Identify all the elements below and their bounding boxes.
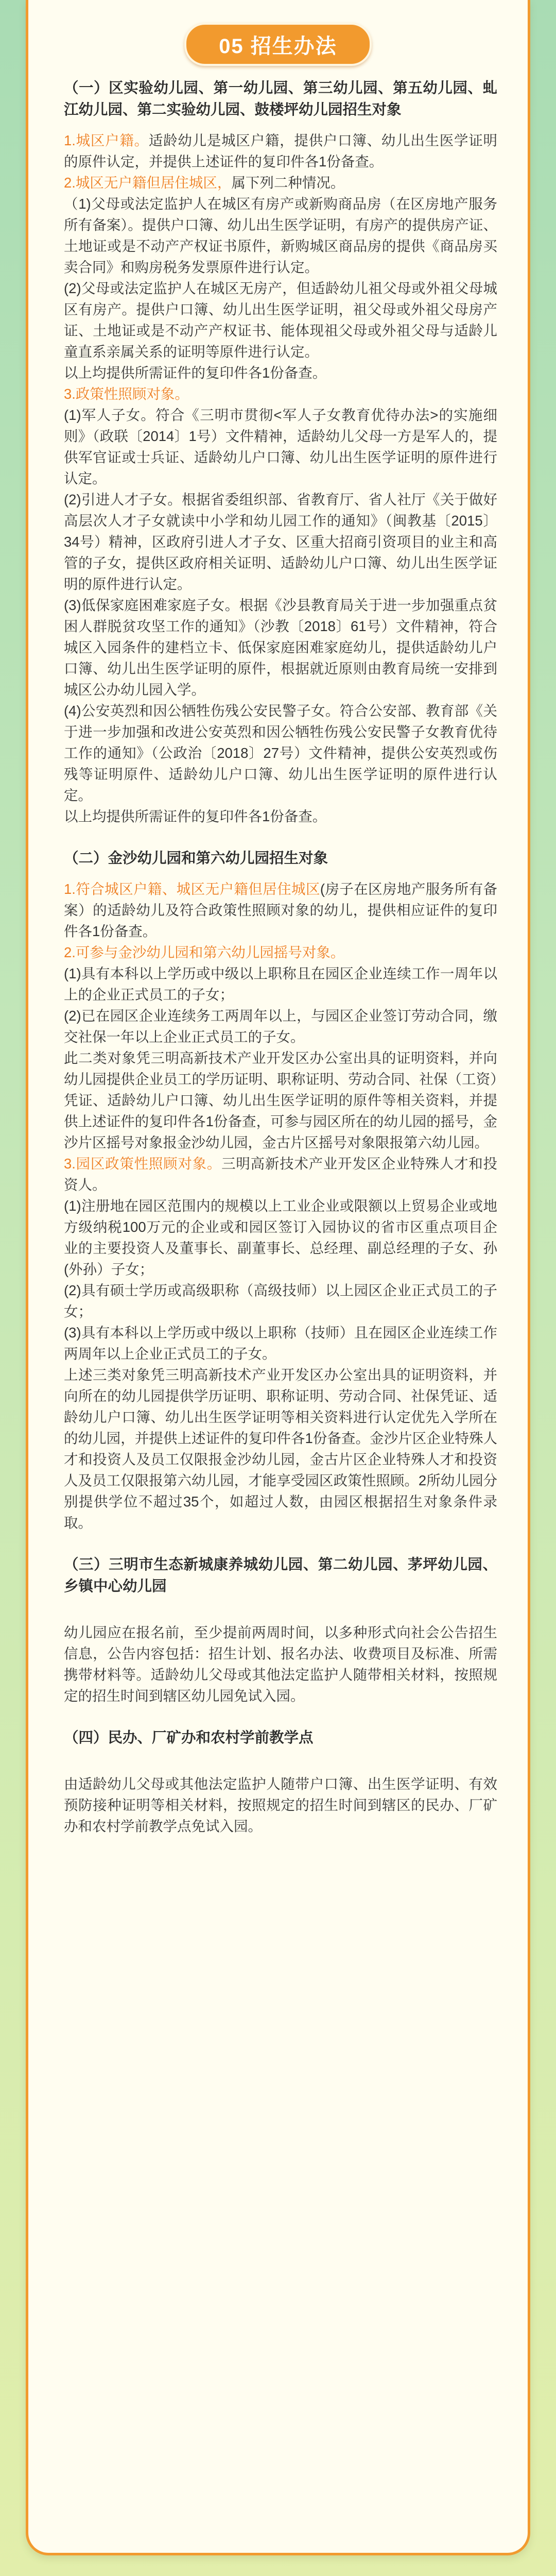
section-3-heading: （三）三明市生态新城康养城幼儿园、第二幼儿园、茅坪幼儿园、乡镇中心幼儿园 (64, 1556, 497, 1595)
content-card (26, 0, 530, 2555)
sec2-item-3-note: 上述三类对象凭三明高新技术产业开发区办公室出具的证明资料，并向所在的幼儿园提供学历证明、职称证明、劳动合同、社保凭证、适龄幼儿户口簿、幼儿出生医学证明等相关资料进行认定优先入学所在的幼儿园，并提供上述证件的复印件各1份备查。金沙片区企业特殊人才和投资人及员工仅限报金沙幼儿园，金古片区企业特殊人才和投资人及员工仅限报第六幼儿园，才能享受园区政策性照顾。2所幼儿园分别提供学位不超过35个，如超过人数，由园区根据招生对象条件录取。 (64, 1367, 497, 1531)
sec1-item-2-sub-2: (2)父母或法定监护人在城区无房产，但适龄幼儿祖父母或外祖父母城区有房产。提供户口簿、幼儿出生医学证明，祖父母或外祖父母房产证、土地证或是不动产产权证书、能体现祖父母或外祖父母与适龄儿童直系亲属关系的证明等原件进行认定。 (64, 280, 497, 360)
sec1-item-2 (64, 172, 497, 193)
sec2-item-3-label: 3.园区政策性照顾对象。 (64, 1156, 222, 1172)
sec1-item-1-label: 1.城区户籍。 (64, 132, 149, 148)
sec1-item-1-text: 适龄幼儿是城区户籍，提供户口簿、幼儿出生医学证明的原件认定，并提供上述证件的复印件各1份备查。 (64, 132, 498, 170)
sec3-text: 幼儿园应在报名前，至少提前两周时间，以多种形式向社会公告招生信息，公告内容包括：招生计划、报名办法、收费项目及标准、所需携带材料等。适龄幼儿父母或其他法定监护人随带相关材料，按照规定的招生时间到辖区幼儿园免试入园。 (64, 1624, 497, 1704)
sec1-item-2-sub-1: （1)父母或法定监护人在城区有房产或新购商品房（在区房地产服务所有备案）。提供户口簿、幼儿出生医学证明，有房产的提供房产证、土地证或是不动产产权证书原件，新购城区商品房的提供《商品房买卖合同》和购房税务发票原件进行认定。 (64, 196, 497, 275)
sec2-item-1-text: (房子在区房地产服务所有备案）的适龄幼儿及符合政策性照顾对象的幼儿，提供相应证件的复印件各1份备查。 (64, 881, 497, 939)
sec2-item-3-sub-3: (3)具有本科以上学历或中级以上职称（技师）且在园区企业连续工作两周年以上企业正式员工的子女。 (64, 1325, 497, 1362)
sec2-item-3 (64, 1153, 497, 1195)
sec2-item-2-label: 2.可参与金沙幼儿园和第六幼儿园摇号对象。 (64, 944, 345, 960)
sec1-item-3-sub-1: (1)军人子女。符合《三明市贯彻<军人子女教育优待办法>的实施细则》（政联〔2014〕1号）文件精神，适龄幼儿父母一方是军人的，提供军官证或士兵证、适龄幼儿户口簿、幼儿出生医学证明的原件进行认定。 (64, 407, 497, 486)
sec2-item-2-note: 此二类对象凭三明高新技术产业开发区办公室出具的证明资料，并向幼儿园提供企业员工的学历证明、职称证明、劳动合同、社保（工资）凭证、适龄幼儿户口簿、幼儿出生医学证明的原件等相关资料，并提供上述证件的复印件各1份备查，可参与园区所在的幼儿园的摇号，金沙片区摇号对象报金沙幼儿园，金古片区摇号对象限报第六幼儿园。 (64, 1050, 497, 1150)
article-body (64, 77, 497, 1837)
sec2-item-1-label: 1.符合城区户籍、城区无户籍但居住城区 (64, 881, 320, 897)
sec2-item-2-sub-1: (1)具有本科以上学历或中级以上职称且在园区企业连续工作一周年以上的企业正式员工的子女； (64, 965, 497, 1003)
sec2-item-1 (64, 878, 497, 942)
section-1-heading: （一）区实验幼儿园、第一幼儿园、第三幼儿园、第五幼儿园、虬江幼儿园、第二实验幼儿园、鼓楼坪幼儿园招生对象 (64, 80, 497, 118)
sec1-item-3-sub-3: (3)低保家庭困难家庭子女。根据《沙县教育局关于进一步加强重点贫困人群脱贫攻坚工作的通知》（沙教〔2018〕61号）文件精神，符合城区入园条件的建档立卡、低保家庭困难家庭幼儿，提供适龄幼儿户口簿、幼儿出生医学证明的原件，根据就近原则由教育局统一安排到城区公办幼儿园入学。 (64, 597, 497, 698)
sec1-item-2-label: 2.城区无户籍但居住城区， (64, 175, 232, 191)
sec2-item-3-sub-2: (2)具有硕士学历或高级职称（高级技师）以上园区企业正式员工的子女； (64, 1282, 497, 1319)
sec1-item-3-sub-2: (2)引进人才子女。根据省委组织部、省教育厅、省人社厅《关于做好高层次人才子女就读中小学和幼儿园工作的通知》（闽教基〔2015〕34号）精神，区政府引进人才子女、区重大招商引资项目的业主和高管的子女，提供区政府相关证明、适龄幼儿户口簿、幼儿出生医学证明的原件进行认定。 (64, 492, 497, 592)
sec1-item-2-text: 属下列二种情况。 (231, 175, 345, 191)
sec1-item-3-label: 3.政策性照顾对象。 (64, 386, 189, 402)
section-2-heading: （二）金沙幼儿园和第六幼儿园招生对象 (64, 850, 328, 867)
sec1-item-1 (64, 130, 497, 172)
section-title-badge: 05 招生办法 (184, 23, 372, 66)
sec1-item-2-note: 以上均提供所需证件的复印件各1份备查。 (64, 365, 327, 381)
sec2-item-3-text: 三明高新技术产业开发区企业特殊人才和投资人。 (64, 1156, 498, 1193)
sec2-item-2-sub-2: (2)已在园区企业连续务工两周年以上，与园区企业签订劳动合同，缴交社保一年以上企业正式员工的子女。 (64, 1008, 497, 1045)
section-4-heading: （四）民办、厂矿办和农村学前教学点 (64, 1730, 314, 1746)
sec4-text: 由适龄幼儿父母或其他法定监护人随带户口簿、出生医学证明、有效预防接种证明等相关材料，按照规定的招生时间到辖区的民办、厂矿办和农村学前教学点免试入园。 (64, 1776, 497, 1834)
sec2-item-3-sub-1: (1)注册地在园区范围内的规模以上工业企业或限额以上贸易企业或地方级纳税100万元的企业或和园区签订入园协议的省市区重点项目企业的主要投资人及董事长、副董事长、总经理、副总经理的子女、孙(外孙）子女； (64, 1198, 497, 1277)
sec1-item-3-note: 以上均提供所需证件的复印件各1份备查。 (64, 808, 327, 824)
sec1-item-3-sub-4: (4)公安英烈和因公牺牲伤残公安民警子女。符合公安部、教育部《关于进一步加强和改进公安英烈和因公牺牲伤残公安民警子女教育优待工作的通知》（公政治〔2018〕27号）文件精神，提供公安英烈或伤残等证明原件、适龄幼儿户口簿、幼儿出生医学证明的原件进行认定。 (64, 703, 497, 803)
